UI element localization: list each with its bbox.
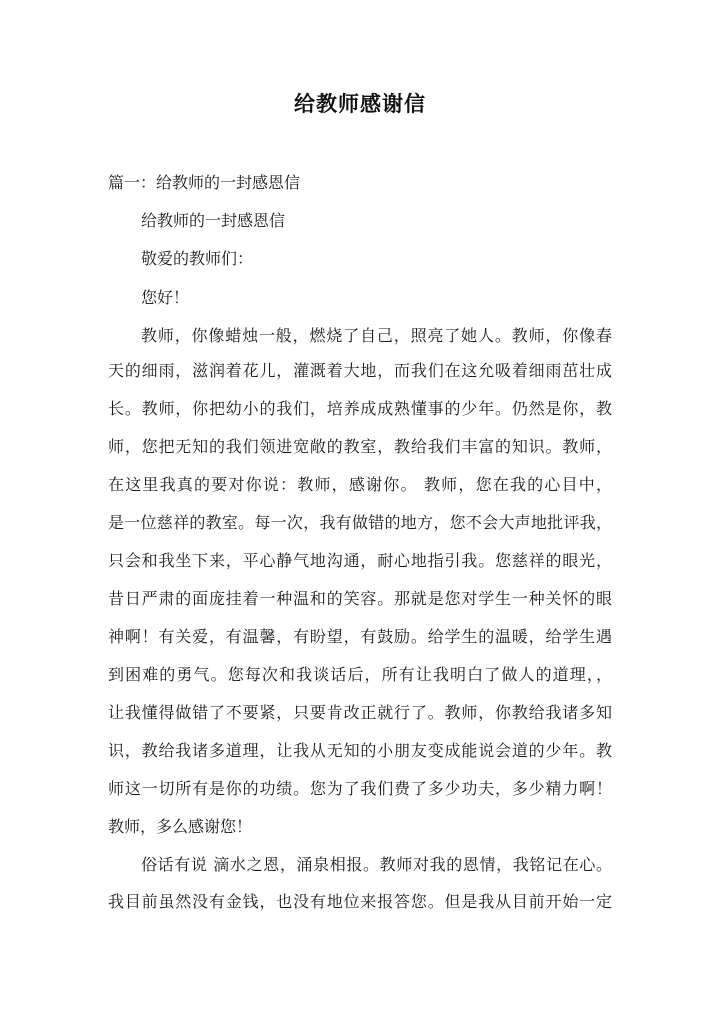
paragraph-line: 教师，你像蜡烛一般，燃烧了自己，照亮了她人。教师，你像春 (141, 326, 612, 345)
paragraph-line: 识，教给我诸多道理，让我从无知的小朋友变成能说会道的少年。教 (108, 741, 612, 760)
paragraph-line: 教师，多么感谢您！ (108, 817, 253, 836)
article-heading: 篇一：给教师的一封感恩信 (108, 173, 301, 192)
paragraph-line: 师，您把无知的我们领进宽敞的教室，教给我们丰富的知识。教师， (108, 437, 612, 456)
paragraph-line: 师这一切所有是你的功绩。您为了我们费了多少功夫，多少精力啊！ (108, 779, 612, 798)
paragraph-line: 在这里我真的要对你说：教师，感谢你。 教师，您在我的心目中， (108, 475, 612, 494)
paragraph-line: 俗话有说 滴水之恩，涌泉相报。教师对我的恩情，我铭记在心。 (141, 855, 612, 874)
paragraph-line: 天的细雨，滋润着花儿，灌溉着大地，而我们在这允吸着细雨茁壮成 (108, 361, 612, 380)
paragraph-line: 是一位慈祥的教室。每一次，我有做错的地方，您不会大声地批评我， (108, 513, 612, 532)
paragraph-line: 昔日严肃的面庞挂着一种温和的笑容。那就是您对学生一种关怀的眼 (108, 589, 612, 608)
letter-greeting: 您好！ (141, 288, 190, 307)
letter-salutation: 敬爱的教师们： (141, 249, 254, 268)
document-title: 给教师感谢信 (294, 91, 426, 116)
paragraph-line: 神啊！有关爱，有温馨，有盼望，有鼓励。给学生的温暖，给学生遇 (108, 627, 612, 646)
paragraph-line: 我目前虽然没有金钱，也没有地位来报答您。但是我从目前开始一定 (108, 892, 612, 911)
paragraph-line: 到困难的勇气。您每次和我谈话后，所有让我明白了做人的道理，， (108, 665, 612, 684)
paragraph-line: 让我懂得做错了不要紧，只要肯改正就行了。教师，你教给我诸多知 (108, 703, 612, 722)
letter-title: 给教师的一封感恩信 (141, 211, 286, 230)
paragraph-line: 长。教师，你把幼小的我们，培养成成熟懂事的少年。仍然是你，教 (108, 399, 612, 418)
paragraph-line: 只会和我坐下来，平心静气地沟通，耐心地指引我。您慈祥的眼光， (108, 551, 612, 570)
